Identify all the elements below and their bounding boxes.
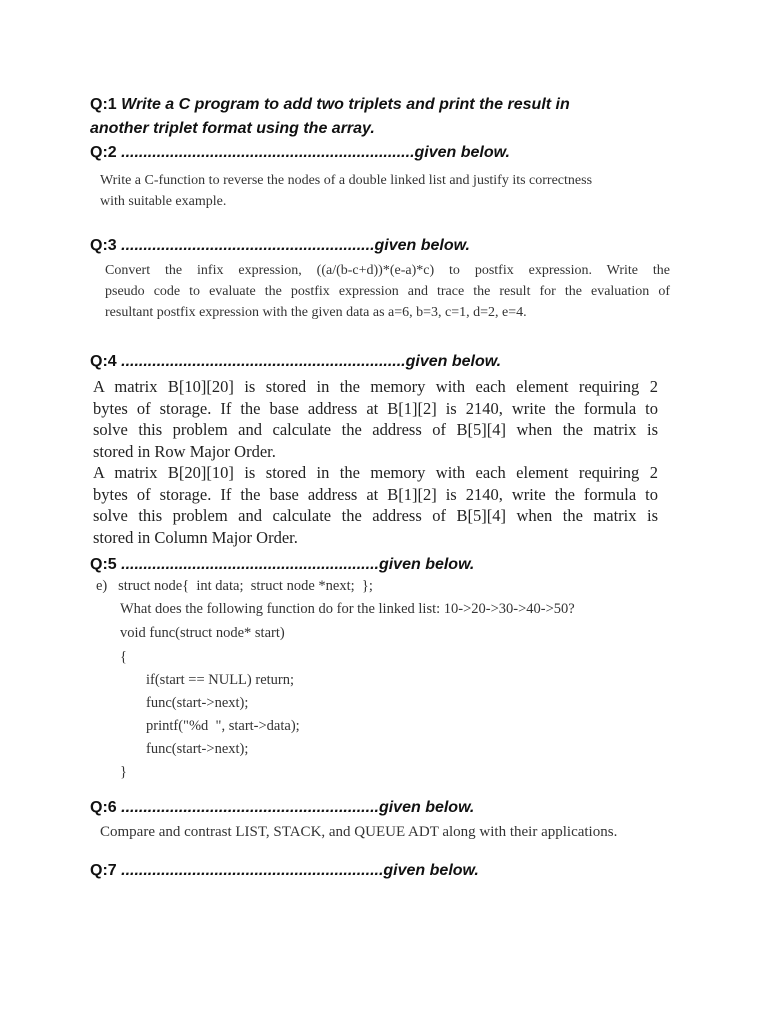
question-2-body <box>100 170 592 212</box>
question-1-label: Q:1 <box>90 96 117 113</box>
question-7-label: Q:7 <box>90 862 117 879</box>
question-3-label: Q:3 <box>90 237 117 254</box>
code-line-4: { <box>120 649 127 665</box>
question-5-label: Q:5 <box>90 556 117 573</box>
question-3-line-2: pseudo code to evaluate the postfix expression and trace the result for the evaluation of <box>105 284 670 299</box>
question-4-heading <box>90 350 501 374</box>
code-line-9: } <box>120 764 127 780</box>
question-5-suffix: given below. <box>378 556 475 573</box>
question-6-suffix: given below. <box>378 799 475 816</box>
question-4-label: Q:4 <box>90 353 117 370</box>
code-line-6: func(start->next); <box>146 695 249 711</box>
question-4-line-2: bytes of storage. If the base address at B[1][2] is 2140, write the formula to <box>93 398 658 418</box>
question-2-suffix: ..given below. <box>405 144 510 161</box>
question-6-dots: .......................................................... <box>121 799 379 816</box>
code-line-7: printf("%d ", start->data); <box>146 718 300 734</box>
code-line-8: func(start->next); <box>146 741 249 757</box>
question-4-body <box>93 376 658 548</box>
question-2-heading <box>90 141 510 165</box>
question-4-line-8: stored in Column Major Order. <box>93 527 298 547</box>
question-7-heading <box>90 859 479 883</box>
question-6-heading <box>90 796 474 820</box>
question-4-line-1: A matrix B[10][20] is stored in the memory with each element requiring 2 <box>93 377 658 396</box>
question-4-dots: ................................................................ <box>121 353 406 370</box>
code-line-2: What does the following function do for the linked list: 10->20->30->40->50? <box>120 601 575 617</box>
question-3-body <box>105 260 670 323</box>
question-3-line-1: Convert the infix expression, ((a/(b-c+d))*(e-a)*c) to postfix expression. Write the <box>105 263 670 278</box>
code-line-5: if(start == NULL) return; <box>146 672 295 688</box>
question-3-line-3: resultant postfix expression with the given data as a=6, b=3, c=1, d=2, e=4. <box>105 305 527 320</box>
question-5-code-block <box>96 578 686 788</box>
code-line-3: void func(struct node* start) <box>120 625 285 641</box>
question-6-line-1: Compare and contrast LIST, STACK, and QUEUE ADT along with their applications. <box>100 824 618 840</box>
question-4-line-5: A matrix B[20][10] is stored in the memory with each element requiring 2 <box>93 463 658 482</box>
question-4-line-7: solve this problem and calculate the address of B[5][4] when the matrix is <box>93 506 658 525</box>
question-4-line-4: stored in Row Major Order. <box>93 441 276 461</box>
question-4-suffix: given below. <box>405 353 502 370</box>
question-6-label: Q:6 <box>90 799 117 816</box>
question-5-heading <box>90 553 474 577</box>
question-2-line-1: Write a C-function to reverse the nodes of a double linked list and justify its correctness <box>100 173 593 188</box>
question-2-line-2: with suitable example. <box>100 194 227 209</box>
question-1-title-line-2: another triplet format using the array. <box>90 120 375 137</box>
question-2-dots: ................................................................ <box>121 144 406 161</box>
question-6-body <box>100 822 617 842</box>
question-1-heading <box>90 93 570 117</box>
question-7-dots: ........................................................... <box>121 862 384 879</box>
question-4-line-6: bytes of storage. If the base address at B[1][2] is 2140, write the formula to <box>93 484 658 504</box>
question-4-line-3: solve this problem and calculate the address of B[5][4] when the matrix is <box>93 420 658 439</box>
question-3-dots: ......................................................... <box>121 237 375 254</box>
question-3-heading <box>90 234 470 258</box>
code-line-1: e) struct node{ int data; struct node *next; }; <box>96 578 373 594</box>
question-7-suffix: given below. <box>383 862 479 879</box>
question-1-heading-cont <box>90 117 375 141</box>
question-1-title-line-1: Write a C program to add two triplets and print the result in <box>121 96 570 113</box>
question-2-label: Q:2 <box>90 144 117 161</box>
question-5-dots: .......................................................... <box>121 556 379 573</box>
question-3-suffix: given below. <box>374 237 470 254</box>
